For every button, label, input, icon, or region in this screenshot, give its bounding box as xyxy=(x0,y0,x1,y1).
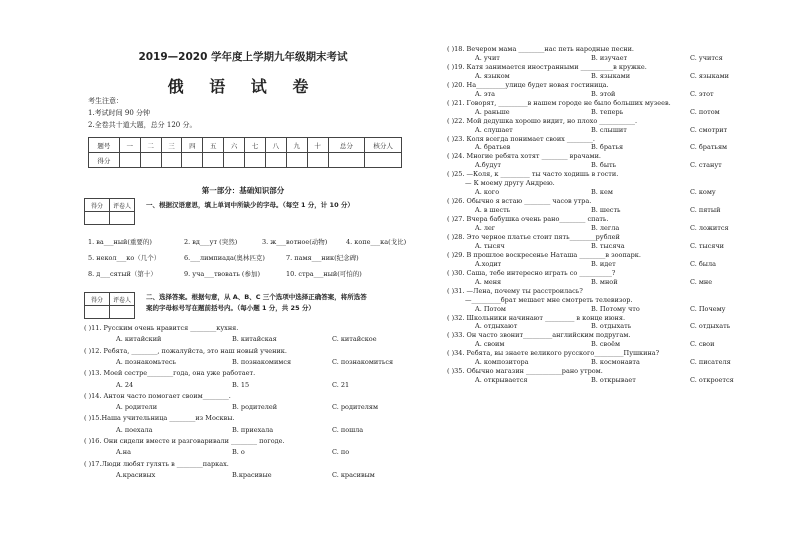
question-stem[interactable]: ( )16. Они сидели вместе и разговаривали ________ погоде. xyxy=(84,437,285,445)
answer-option[interactable]: A. 24 xyxy=(116,380,134,389)
score-input-cell[interactable] xyxy=(182,153,203,168)
fill-item[interactable]: 2. вд___ут (突然) xyxy=(184,238,238,246)
answer-option[interactable]: B. изучает xyxy=(591,53,628,62)
answer-option[interactable]: B. своём xyxy=(591,340,621,349)
answer-option[interactable]: B. шесть xyxy=(591,206,621,215)
part1-heading: 第一部分：基础知识部分 xyxy=(201,186,285,195)
answer-option[interactable]: C. языками xyxy=(690,71,730,80)
answer-option[interactable]: B. легла xyxy=(591,224,620,232)
fill-item[interactable]: 6.___лимпиада(奥林匹克) xyxy=(184,254,265,262)
answer-option[interactable]: B. быть xyxy=(591,161,617,170)
answer-option[interactable]: B.красивые xyxy=(232,470,272,479)
grade-label: 得分 xyxy=(85,293,110,306)
question-stem[interactable]: ( )13. Моей сестре________года, она уже работает. xyxy=(84,369,256,378)
answer-option[interactable]: B. слышит xyxy=(591,125,627,134)
answer-option[interactable]: B. мной xyxy=(591,277,618,286)
answer-option[interactable]: A.будут xyxy=(475,161,501,170)
answer-option[interactable]: C. познакомиться xyxy=(332,357,394,366)
score-header-cell: 七 xyxy=(245,138,266,153)
answer-option[interactable]: A. эта xyxy=(475,89,495,98)
answer-option[interactable]: A. раньше xyxy=(475,107,510,116)
grade-cell[interactable] xyxy=(85,306,110,319)
answer-option[interactable]: A. меня xyxy=(475,277,502,286)
answer-option[interactable]: A.красивых xyxy=(116,470,156,479)
section1-instruction: 一、根据汉语意思，填上单词中所缺少的字母。（每空 1 分，计 10 分） xyxy=(146,201,354,209)
answer-option[interactable]: C. писателя xyxy=(690,358,731,367)
answer-option[interactable]: A. в шесть xyxy=(475,206,511,215)
score-header-cell: 一 xyxy=(119,138,140,153)
grade-cell[interactable] xyxy=(85,212,110,225)
answer-option[interactable]: A. лег xyxy=(475,224,496,232)
answer-option[interactable]: C. Почему xyxy=(690,304,726,313)
question-stem[interactable]: ( )22. Мой дедушка хорошо видит, но плохо ___________. xyxy=(447,116,638,125)
notes-heading: 考生注意： xyxy=(88,97,123,105)
score-header-cell: 二 xyxy=(140,138,161,153)
question-stem[interactable]: ( )19. Катя занимается иностранными __________в кружке. xyxy=(447,62,647,71)
question-stem[interactable]: ( )30. Саша, тебе интересно играть со __________? xyxy=(447,268,616,277)
exam-title: 2019—2020 学年度上学期九年级期末考试 xyxy=(138,51,348,63)
answer-option[interactable]: C. пошла xyxy=(332,425,364,434)
question-stem[interactable]: ( )18. Вечером мама ________нас петь народные песни. xyxy=(447,45,634,53)
question-stem[interactable]: ( )11. Русским очень нравится ________кухня. xyxy=(84,324,239,332)
score-header-cell: 六 xyxy=(224,138,245,153)
grader-cell[interactable] xyxy=(110,212,135,225)
score-input-cell[interactable] xyxy=(365,153,402,168)
answer-option[interactable]: B. этой xyxy=(591,89,616,98)
answer-option[interactable]: A. родители xyxy=(116,403,158,412)
question-subline: — К моему другу Андрею. xyxy=(465,179,555,188)
answer-option[interactable]: B. 15 xyxy=(232,380,250,389)
question-stem[interactable]: ( )28. Это черное платье стоит пять________рублей xyxy=(447,232,620,241)
answer-option[interactable]: C. братьям xyxy=(690,143,728,152)
answer-option[interactable]: C. красивым xyxy=(332,470,375,479)
question-stem[interactable]: ( )31. —Лена, почему ты расстроилась? xyxy=(447,286,583,295)
answer-option[interactable]: B. тысяча xyxy=(591,241,625,250)
notes-line-2: 2.全卷共十道大题，总分 120 分。 xyxy=(88,121,197,129)
question-stem[interactable]: ( )27. Вчера бабушка очень рано________ спать. xyxy=(447,215,609,224)
answer-option[interactable]: B. языками xyxy=(591,71,631,80)
question-stem[interactable]: ( )35. Обычно магазин ___________рано утром. xyxy=(447,367,603,376)
answer-option[interactable]: C. свои xyxy=(690,340,715,349)
answer-option[interactable]: C. потом xyxy=(690,107,720,116)
question-stem[interactable]: ( )24. Многие ребята хотят ________ врачами. xyxy=(447,152,601,161)
answer-option[interactable]: A.ходит xyxy=(475,259,502,268)
score-header-cell: 总分 xyxy=(328,138,365,153)
score-input-cell[interactable] xyxy=(265,153,286,168)
answer-option[interactable]: A. языком xyxy=(475,71,510,80)
question-stem[interactable]: ( )14. Антон часто помогает своим________. xyxy=(84,391,231,400)
score-table xyxy=(88,137,402,168)
answer-option[interactable]: A. учит xyxy=(475,53,500,62)
answer-option[interactable]: C. пятый xyxy=(690,206,721,215)
answer-option[interactable]: A.на xyxy=(116,448,131,457)
fill-item[interactable]: 5. некол___ко（几个） xyxy=(88,254,161,262)
answer-option[interactable]: C. 21 xyxy=(332,380,350,389)
fill-item[interactable]: 8. д___сятый（第十） xyxy=(88,270,157,278)
answer-option[interactable]: A. композитора xyxy=(475,358,529,367)
answer-option[interactable]: A. Потом xyxy=(475,304,506,313)
answer-option[interactable]: A. братьев xyxy=(475,143,511,152)
answer-option[interactable]: C. учится xyxy=(690,53,723,62)
fill-item[interactable]: 3. ж___вотное(动物) xyxy=(262,238,328,246)
question-stem[interactable]: ( )21. Говорят, _________в нашем городе не было больших музеев. xyxy=(447,98,671,107)
fill-item[interactable]: 9. уча___твовать (参加) xyxy=(184,270,260,278)
answer-option[interactable]: B. китайская xyxy=(232,335,277,344)
score-header-cell: 八 xyxy=(265,138,286,153)
answer-option[interactable]: C. китайское xyxy=(332,335,377,344)
grade-box-2 xyxy=(84,292,135,319)
grader-cell[interactable] xyxy=(110,306,135,319)
answer-option[interactable]: B. отдыхать xyxy=(591,322,632,331)
score-input-cell[interactable] xyxy=(161,153,182,168)
question-stem[interactable]: ( )26. Обычно я встаю ________ часов утра. xyxy=(447,197,592,206)
fill-item[interactable]: 1. ва___ный(重要的) xyxy=(88,238,152,246)
answer-option[interactable]: C. откроется xyxy=(690,376,734,385)
grader-label: 评卷人 xyxy=(110,293,135,306)
answer-option[interactable]: A. открывается xyxy=(475,376,528,385)
score-input-cell[interactable] xyxy=(203,153,224,168)
fill-item[interactable]: 10. стра___ный(可怕的) xyxy=(286,270,362,278)
score-row-label: 得分 xyxy=(89,153,120,168)
question-stem[interactable]: ( )17.Люди любят гулять в ________парках. xyxy=(84,459,229,468)
answer-option[interactable]: B. познакомимся xyxy=(232,357,292,366)
question-stem[interactable]: ( )12. Ребята, ________, пожалуйста, это наш новый ученик. xyxy=(84,346,287,355)
answer-option[interactable]: C. станут xyxy=(690,161,722,170)
answer-option[interactable]: C. смотрит xyxy=(690,125,728,134)
section2-instruction xyxy=(146,292,408,314)
score-input-cell[interactable] xyxy=(307,153,328,168)
grade-box-1 xyxy=(84,198,135,225)
answer-option[interactable]: B. Потому что xyxy=(591,304,640,313)
score-header-cell: 十 xyxy=(307,138,328,153)
answer-option[interactable]: A. поехала xyxy=(116,425,153,434)
question-stem[interactable]: ( )20. На_________улице будет новая гостиница. xyxy=(447,80,609,89)
answer-option[interactable]: B. космонавта xyxy=(591,358,640,367)
question-stem[interactable]: ( )34. Ребята, вы знаете великого русского_________Пушкина? xyxy=(447,349,660,358)
score-header-cell: 核分人 xyxy=(365,138,402,153)
answer-option[interactable]: A. кого xyxy=(475,188,500,197)
answer-option[interactable]: C. по xyxy=(332,448,350,457)
question-stem[interactable]: ( )29. В прошлое воскресенье Наташа ________в зоопарк. xyxy=(447,250,641,259)
section2-instruction-line-2: 案的字母标号写在题前括号内。（每小题 1 分，共 25 分） xyxy=(146,304,315,312)
score-input-cell[interactable] xyxy=(119,153,140,168)
question-stem[interactable]: ( )25. —Коля, к _________ ты часто ходишь в гости. xyxy=(447,170,619,179)
exam-subtitle: 俄 语 试 卷 xyxy=(167,77,319,96)
exam-notes xyxy=(88,95,197,131)
answer-option[interactable]: B. о xyxy=(232,448,245,457)
question-stem[interactable]: ( )33. Он часто звонит_________английским подругам. xyxy=(447,331,631,340)
answer-option[interactable]: A. слушает xyxy=(475,125,513,134)
fill-item[interactable]: 4. копе___ка(戈比) xyxy=(346,238,407,246)
answer-option[interactable]: B. приехала xyxy=(232,425,274,434)
answer-option[interactable]: C. ложится xyxy=(690,224,729,232)
answer-option[interactable]: B. братья xyxy=(591,143,624,152)
score-header-cell: 九 xyxy=(286,138,307,153)
answer-option[interactable]: A. тысяч xyxy=(475,241,505,250)
answer-option[interactable]: B. открывает xyxy=(591,376,636,385)
answer-option[interactable]: C. была xyxy=(690,259,716,268)
answer-option[interactable]: A. отдыхают xyxy=(475,322,518,331)
notes-line-1: 1.考试时间 90 分钟 xyxy=(88,109,151,117)
answer-option[interactable]: C. мне xyxy=(690,277,713,286)
score-header-cell: 四 xyxy=(182,138,203,153)
answer-option[interactable]: B. родителей xyxy=(232,403,278,412)
answer-option[interactable]: A. китайский xyxy=(116,335,162,344)
score-header-cell: 五 xyxy=(203,138,224,153)
score-input-cell[interactable] xyxy=(224,153,245,168)
answer-option[interactable]: B. кем xyxy=(591,188,613,197)
question-stem[interactable]: ( )15.Наша учительница ________из Москвы. xyxy=(84,414,235,423)
score-header-cell: 三 xyxy=(161,138,182,153)
fill-item[interactable]: 7. памя___ник(纪念碑) xyxy=(286,254,359,262)
grade-label: 得分 xyxy=(85,199,110,212)
question-stem[interactable]: ( )23. Коля всегда понимает своих ________. xyxy=(447,134,595,143)
answer-option[interactable]: C. кому xyxy=(690,188,716,197)
score-input-cell[interactable] xyxy=(140,153,161,168)
answer-option[interactable]: B. теперь xyxy=(591,107,624,116)
score-header-cell: 题号 xyxy=(89,138,120,153)
section2-instruction-line-1: 二、选择答案。根据句意，从 A、B、C 三个选项中选择正确答案，将所选答 xyxy=(146,293,367,301)
answer-option[interactable]: C. родителям xyxy=(332,403,379,412)
grader-label: 评卷人 xyxy=(110,199,135,212)
answer-option[interactable]: C. тысячи xyxy=(690,241,725,250)
answer-option[interactable]: C. отдыхать xyxy=(690,322,731,331)
score-input-cell[interactable] xyxy=(328,153,365,168)
question-stem[interactable]: ( )32. Школьники начинают _________ в конце июня. xyxy=(447,313,626,322)
answer-option[interactable]: A. своим xyxy=(475,340,505,349)
answer-option[interactable]: B. идет xyxy=(591,259,616,268)
answer-option[interactable]: A. познакомьтесь xyxy=(116,357,177,366)
question-subline: —_________брат мешает мне смотреть телевизор. xyxy=(465,295,633,304)
score-input-cell[interactable] xyxy=(286,153,307,168)
score-input-cell[interactable] xyxy=(245,153,266,168)
answer-option[interactable]: C. этот xyxy=(690,89,714,98)
